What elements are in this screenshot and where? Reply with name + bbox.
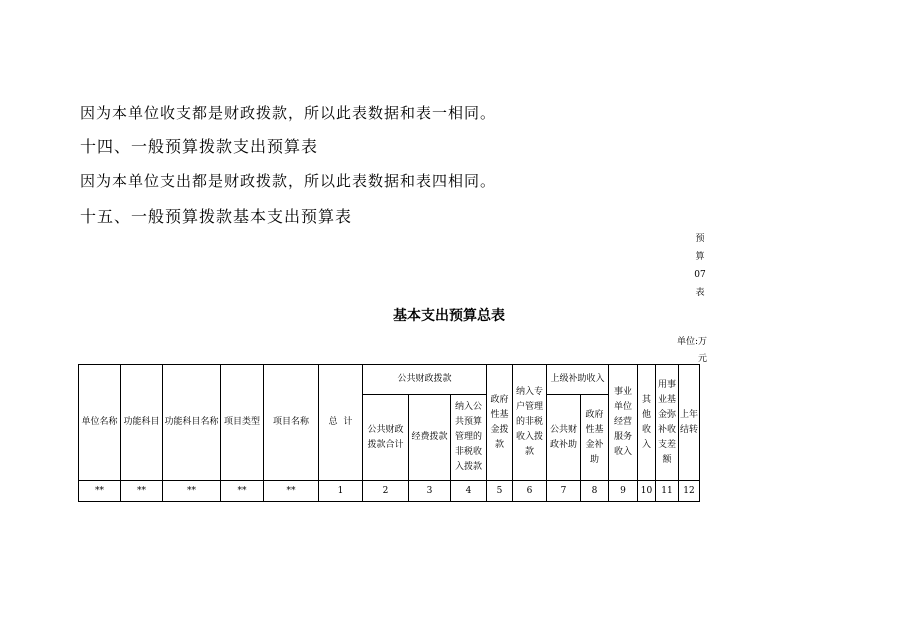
header-carryover: 上年结转 xyxy=(679,365,700,481)
header-public-fin-subsidy: 公共财政补助 xyxy=(547,395,581,481)
cell: 3 xyxy=(409,481,451,502)
cell: 6 xyxy=(513,481,547,502)
header-total: 总 计 xyxy=(319,365,363,481)
cell: 4 xyxy=(451,481,487,502)
cell: 9 xyxy=(609,481,638,502)
header-gov-fund-subsidy: 政府性基金补助 xyxy=(581,395,609,481)
header-func-subject: 功能科目 xyxy=(121,365,163,481)
header-funding: 经费拨款 xyxy=(409,395,451,481)
paragraph-1: 因为本单位收支都是财政拨款，所以此表数据和表一相同。 xyxy=(80,104,497,122)
unit-line: 单位:万 xyxy=(676,337,707,347)
header-public-budget-nontax: 纳入公共预算管理的非税收入拨款 xyxy=(451,395,487,481)
table-number-note xyxy=(693,230,707,302)
cell: 2 xyxy=(363,481,409,502)
header-superior-subsidy: 上级补助收入 xyxy=(547,365,609,395)
cell: 5 xyxy=(487,481,513,502)
cell: 10 xyxy=(638,481,656,502)
section-heading-15: 十五、一般预算拨款基本支出预算表 xyxy=(80,207,353,226)
cell: ** xyxy=(264,481,319,502)
header-fund-balance: 用事业基金弥补收支差额 xyxy=(656,365,679,481)
side-note-char: 算 xyxy=(695,252,705,262)
header-gov-fund: 政府性基金拨款 xyxy=(487,365,513,481)
unit-line: 元 xyxy=(697,354,707,364)
header-project-type: 项目类型 xyxy=(221,365,264,481)
header-func-subject-name: 功能科目名称 xyxy=(163,365,221,481)
cell: 7 xyxy=(547,481,581,502)
header-other-income: 其他收入 xyxy=(638,365,656,481)
side-note-char: 预 xyxy=(695,234,705,244)
cell: 12 xyxy=(679,481,700,502)
table-row xyxy=(79,481,700,502)
side-note-char: 表 xyxy=(695,288,705,298)
header-business-income: 事业单位经营服务收入 xyxy=(609,365,638,481)
header-special-nontax: 纳入专户管理的非税收入拨款 xyxy=(513,365,547,481)
budget-table xyxy=(78,364,700,502)
header-public-finance-total: 公共财政拨款合计 xyxy=(363,395,409,481)
side-note-char: 07 xyxy=(694,270,706,280)
table-title: 基本支出预算总表 xyxy=(393,308,505,324)
header-project-name: 项目名称 xyxy=(264,365,319,481)
cell: ** xyxy=(221,481,264,502)
header-public-finance: 公共财政拨款 xyxy=(363,365,487,395)
cell: ** xyxy=(79,481,121,502)
section-heading-14: 十四、一般预算拨款支出预算表 xyxy=(80,137,319,156)
cell: 11 xyxy=(656,481,679,502)
cell: ** xyxy=(121,481,163,502)
unit-label xyxy=(647,334,707,368)
cell: 8 xyxy=(581,481,609,502)
cell: ** xyxy=(163,481,221,502)
header-unit-name: 单位名称 xyxy=(79,365,121,481)
paragraph-2: 因为本单位支出都是财政拨款，所以此表数据和表四相同。 xyxy=(80,172,497,190)
cell: 1 xyxy=(319,481,363,502)
